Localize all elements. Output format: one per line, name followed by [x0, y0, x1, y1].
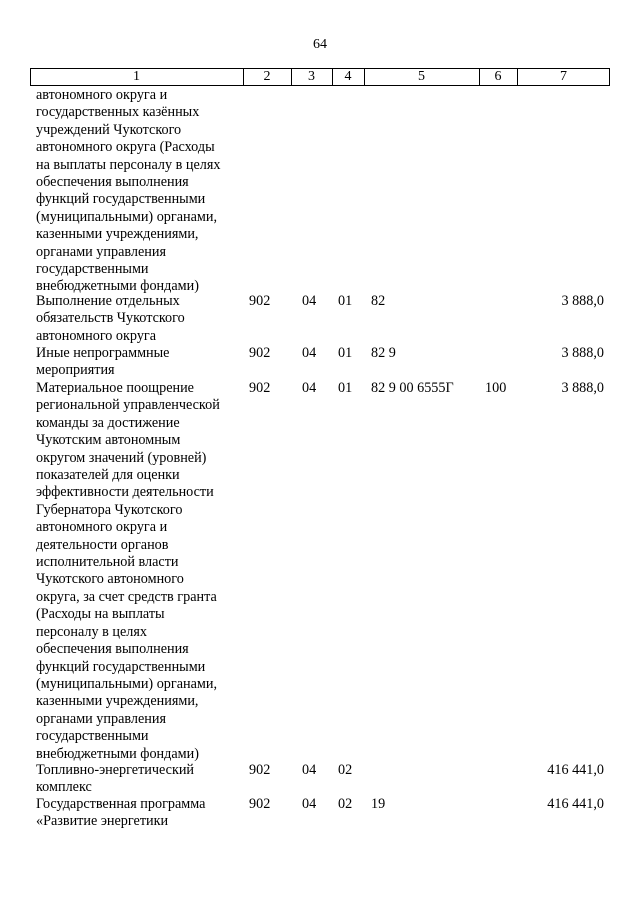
header-col-7: 7	[560, 69, 567, 84]
cell-rz: 04	[302, 345, 317, 361]
cell-rz: 04	[302, 380, 317, 396]
cell-csr: 82 9	[371, 345, 396, 361]
cell-rz: 04	[302, 293, 317, 309]
cell-rz: 04	[302, 796, 317, 812]
cell-pr: 01	[338, 380, 353, 396]
cell-pr: 01	[338, 345, 353, 361]
header-col-2: 2	[263, 69, 271, 84]
cell-grbs: 902	[249, 345, 271, 361]
page-number: 64	[313, 37, 327, 52]
cell-sum: 416 441,0	[547, 762, 604, 778]
cell-rz: 04	[302, 762, 317, 778]
row-description: Материальное поощрение региональной управленческой команды за достижение Чукотским автономным округом значений (уровней) показателей для оценки эффективности деятельности Губернатора Чукотского автономного округа и деятельности органов исполнительной власти Чукотского автономного округа, за счет средств гранта (Расходы на выплаты персоналу в целях обеспечения выполнения функций государственными (муниципальными) органами, казенными учреждениями, органами управления государственными внебюджетными фондами)	[36, 380, 220, 762]
cell-csr: 82 9 00 6555Г	[371, 380, 454, 396]
cell-sum: 416 441,0	[547, 796, 604, 812]
row-description: Топливно-энергетический комплекс	[36, 762, 195, 796]
header-col-3: 3	[308, 69, 315, 84]
cell-sum: 3 888,0	[561, 380, 604, 396]
cell-grbs: 902	[249, 293, 271, 309]
cell-sum: 3 888,0	[561, 345, 604, 361]
header-col-5: 5	[418, 69, 425, 84]
header-col-4: 4	[344, 69, 352, 84]
cell-pr: 02	[338, 796, 353, 812]
header-col-6: 6	[494, 69, 502, 84]
row-description: Государственная программа «Развитие энергетики	[36, 796, 206, 830]
cell-sum: 3 888,0	[561, 293, 604, 309]
cell-grbs: 902	[249, 796, 271, 812]
cell-vr: 100	[485, 380, 507, 396]
cell-pr: 02	[338, 762, 353, 778]
row-description: Выполнение отдельных обязательств Чукотского автономного округа	[36, 293, 185, 344]
row-description: автономного округа и государственных казённых учреждений Чукотского автономного округа (Расходы на выплаты персоналу в целях обеспечения выполнения функций государственными (муниципальными) органами, казенными учреждениями, органами управления государственными внебюджетными фондами)	[36, 87, 221, 295]
row-description: Иные непрограммные мероприятия	[36, 345, 170, 379]
cell-pr: 01	[338, 293, 353, 309]
cell-grbs: 902	[249, 762, 271, 778]
cell-csr: 19	[371, 796, 386, 812]
cell-grbs: 902	[249, 380, 271, 396]
cell-csr: 82	[371, 293, 386, 309]
header-col-1: 1	[133, 69, 140, 84]
